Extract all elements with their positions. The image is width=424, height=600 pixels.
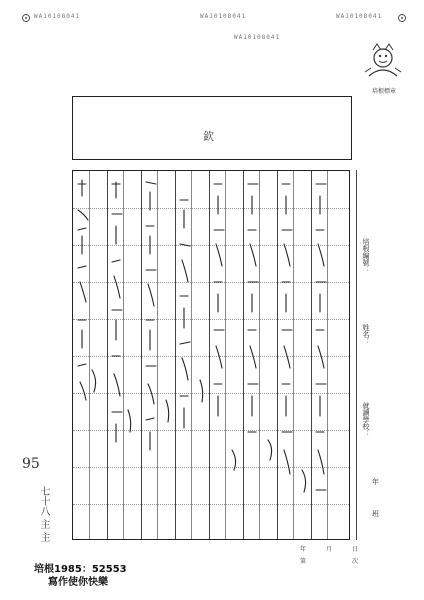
- corner-code: WA10108041: [234, 34, 281, 41]
- month-label: 月: [326, 546, 333, 553]
- name-label: 姓名：: [362, 324, 370, 345]
- rank-label: 第: [300, 558, 307, 565]
- registration-mark: [398, 14, 406, 22]
- stamp-label: 培根標章: [371, 88, 396, 95]
- school-label: 就讀學校：: [362, 402, 370, 437]
- teacher-margin-note: 七十八 主 主: [38, 486, 49, 543]
- year-label: 年: [300, 546, 307, 553]
- registration-mark: [22, 14, 30, 22]
- teacher-score: 95: [22, 456, 40, 472]
- essay-title: 欽: [203, 130, 214, 143]
- corner-code: WA10108041: [34, 13, 81, 20]
- corner-code: WA10108041: [200, 13, 247, 20]
- class-label: 班: [372, 510, 379, 518]
- day-label: 日: [352, 546, 359, 553]
- grade-label: 年: [372, 478, 379, 486]
- handwriting-strokes: [72, 170, 350, 540]
- corner-code: WA10108041: [336, 13, 383, 20]
- promo-banner: 培根1985：52553: [34, 564, 127, 575]
- code-label: 培根編號：: [362, 238, 370, 273]
- promo-slogan: 寫作使你快樂: [48, 577, 108, 588]
- bacon-stamp-icon: [361, 42, 405, 82]
- count-label: 次: [352, 558, 359, 565]
